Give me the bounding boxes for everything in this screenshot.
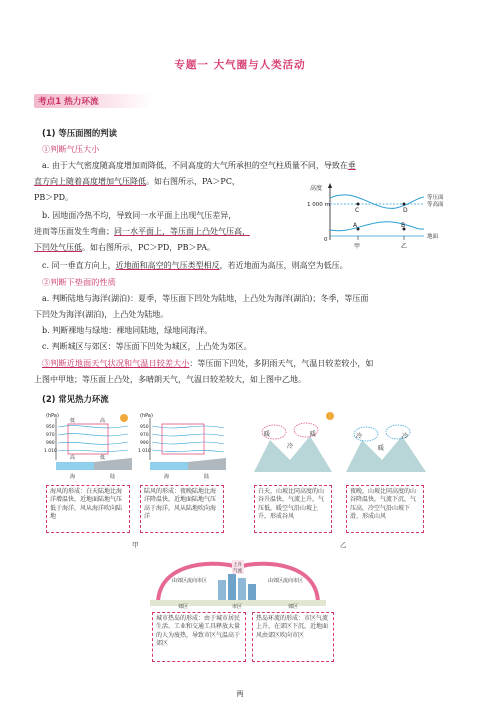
para-sub2-b: b. 判断裸地与绿地：裸地同陆地，绿地同海洋。 — [42, 326, 213, 335]
para-sub2-c: c. 判断城区与郊区：等压面下凹处为城区，上凸处为郊区。 — [42, 342, 252, 351]
sea-land-breeze-figure — [44, 410, 234, 482]
high-label-l2: 高 — [70, 455, 76, 461]
y-axis-arrow — [328, 183, 332, 188]
section-heading-isobar: (1) 等压面图的判读 — [42, 128, 118, 138]
label-c: C — [355, 207, 360, 214]
sea-label-r: 海 — [164, 474, 170, 480]
isobar-r1 — [152, 426, 224, 428]
updraft-label-2: 气流 — [233, 569, 242, 574]
isobar-r2 — [152, 434, 224, 436]
suburb-left: 郊区 — [178, 604, 189, 610]
tick-0: 0 — [324, 237, 328, 243]
para-a-line1: a. 由于大气密度随高度增加而降低，不同高度的大气所承担的空气柱质量不同，导致在垂 — [42, 161, 356, 170]
mountain-left — [254, 436, 332, 472]
building-3 — [238, 578, 246, 600]
cold-3: 冷 — [402, 433, 409, 440]
label-ground: 地面 — [427, 234, 439, 240]
label-b: B — [401, 222, 406, 229]
subheading-pressure: ①判断气压大小 — [42, 144, 100, 154]
figure-label-jia: 甲 — [132, 541, 139, 549]
land-right — [188, 458, 226, 470]
page-title: 专题一 大气圈与人类活动 — [174, 59, 306, 71]
unit-left: (hPa) — [46, 413, 59, 419]
low-label-l2: 低 — [100, 455, 106, 461]
tick-1010-l: 1 010 — [44, 449, 57, 454]
building-1 — [218, 580, 226, 600]
valley-mountain-breeze-figure — [250, 410, 430, 480]
arc-right-label: 由郊区流向市区 — [268, 578, 304, 584]
warm-1: 暖 — [264, 431, 271, 438]
caption-heat-island-circulation: 热岛环流的形成：市区气流上升，在郊区下沉，近地面风由郊区吹向市区 — [252, 612, 334, 662]
label-iso-height: 等高面 — [427, 202, 444, 208]
isobar-curve-lower — [330, 222, 424, 231]
label-isobar: 等压面 — [427, 195, 444, 201]
sun-icon — [120, 414, 128, 422]
sea-left — [56, 462, 94, 470]
figure-label-yi: 乙 — [340, 541, 347, 549]
para-sub2-a2: 下凹处为海洋(湖泊)，上凸处为陆地。 — [34, 310, 169, 319]
sea-label-l: 海 — [70, 474, 76, 480]
sun-icon-valley — [326, 412, 334, 420]
para-c: c. 同一垂直方向上，近地面和高空的气压类型相反，若近地面为高压，则高空为低压。 — [42, 261, 348, 270]
updraft-label-1: 上升 — [233, 563, 242, 568]
isobar-r3 — [152, 442, 224, 444]
tick-990-r: 990 — [140, 441, 149, 446]
land-label-r: 陆 — [204, 474, 210, 480]
circulation-loop-l — [68, 424, 108, 454]
topic-tag-label: 考点1 热力环流 — [38, 97, 99, 107]
cold-2: 冷 — [356, 433, 363, 440]
moon-icon-valley — [422, 414, 430, 422]
cold-1: 冷 — [287, 443, 294, 450]
point-c — [357, 203, 360, 206]
label-d: D — [403, 207, 408, 214]
circulation-loop-r — [162, 424, 204, 454]
para-a-line3: PB＞PD。 — [34, 193, 74, 202]
tick-990-l: 990 — [46, 441, 55, 446]
point-d — [403, 203, 406, 206]
heat-island-figure — [148, 556, 328, 610]
isobar-l1 — [58, 426, 128, 428]
topic-tag — [34, 92, 152, 112]
building-4 — [248, 584, 256, 600]
low-label-l: 低 — [70, 418, 76, 424]
isobar-diagram — [306, 180, 456, 255]
tick-950-r: 950 — [140, 425, 149, 430]
page-number: 两 — [236, 690, 244, 698]
warm-2: 暖 — [310, 431, 317, 438]
isobar-l2 — [58, 434, 128, 436]
land-label-l: 陆 — [110, 474, 116, 480]
high-label-l: 高 — [100, 418, 106, 424]
caption-sea-breeze: 海风的形成：白天陆地比海洋增温快，近地面陆地气压低于海洋，风从海洋吹向陆地 — [46, 485, 130, 533]
caption-valley-breeze: 白天，山坡比同高度的山谷升温快，气流上升，气压低，暖空气沿山坡上升，形成谷风 — [254, 485, 332, 533]
caption-land-breeze: 陆风的形成：夜晚陆地比海洋降温快，近地面陆地气压高于海洋，风从陆地吹向海洋 — [140, 485, 224, 533]
section-heading-circulation: (2) 常见热力环流 — [42, 394, 109, 404]
caption-heat-island: 城市热岛的形成：由于城市居民生活、工业和交通工具释放大量的人为废热，导致市区气温高于郊区 — [152, 612, 246, 662]
mountain-right — [346, 436, 426, 472]
para-b-line2: 进而等压面发生弯曲；同一水平面上，等压面上凸处气压高， — [34, 227, 250, 236]
tick-970-r: 970 — [140, 433, 149, 438]
subheading-surface: ②判断下垫面的性质 — [42, 277, 116, 287]
moon-icon — [218, 414, 226, 422]
para-b-line1: b. 因地面冷热不均，导致同一水平面上出现气压差异， — [42, 211, 237, 220]
isobar-l3 — [58, 442, 128, 444]
unit-right: (hPa) — [140, 413, 153, 419]
tick-1010-r: 1 010 — [138, 449, 151, 454]
para-sub3: ③判断近地面天气状况和气温日较差大小：等压面下凹处，多阴雨天气，气温日较差较小，如 — [42, 358, 374, 368]
place-yi: 乙 — [401, 243, 408, 250]
suburb-right: 郊区 — [288, 604, 299, 610]
para-sub3-l2: 上图中甲地；等压面上凸处，多晴朗天气，气温日较差较大，如上图中乙地。 — [34, 375, 306, 384]
city-label: 市区 — [232, 604, 243, 610]
sea-right — [150, 462, 188, 470]
label-a: A — [353, 222, 358, 229]
para-a-line2: 直方向上随着高度增加气压降低。如右图所示，PA＞PC， — [34, 177, 240, 186]
warm-3: 暖 — [378, 445, 385, 452]
isobar-l4 — [58, 450, 128, 451]
tick-950-l: 950 — [46, 425, 55, 430]
para-sub2-a: a. 判断陆地与海洋(湖泊)：夏季，等压面下凹处为陆地，上凸处为海洋(湖泊)；冬季，等压面 — [42, 294, 369, 303]
para-b-line3: 下凹处气压低。如右图所示，PC＞PD，PB＞PA。 — [34, 243, 215, 252]
isobar-r4 — [152, 450, 224, 452]
building-2 — [228, 574, 236, 600]
caption-mountain-breeze: 夜晚，山坡比同高度的山谷降温快，气流下沉，气压高，冷空气沿山坡下滑，形成山风 — [346, 485, 424, 533]
arc-left-label: 由郊区流向市区 — [172, 578, 208, 584]
place-jia: 甲 — [354, 243, 361, 250]
y-axis-label: 高度 — [310, 185, 323, 192]
isobar-curve-upper — [330, 195, 424, 209]
tick-970-l: 970 — [46, 433, 55, 438]
tick-1000: 1 000 m — [307, 202, 330, 208]
